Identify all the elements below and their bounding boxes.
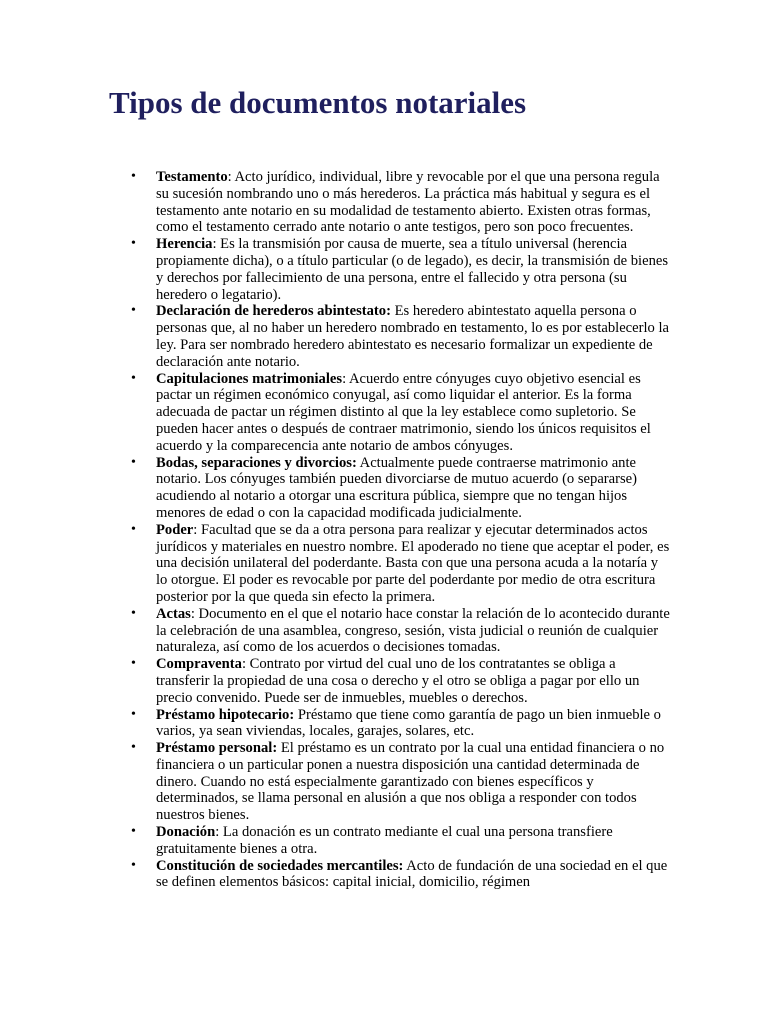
item-text: : Facultad que se da a otra persona para realizar y ejecutar determinados actos jurídicos y materiales en nuestro nombre. El apoderado no tiene que aceptar el poder, es una decisión unilateral del poderdante. Basta con que una persona acuda a la notaría y lo otorgue. El poder es revocable por parte del poderdante por medio de otra escritura posterior por la que queda sin efecto la primera. bbox=[156, 521, 670, 605]
item-term: Poder bbox=[156, 521, 194, 538]
list-item-donacion bbox=[0, 824, 672, 858]
item-term: Declaración de herederos abintestato: bbox=[156, 303, 391, 320]
item-text: : Es la transmisión por causa de muerte, sea a título universal (herencia propiamente dicha), o a título particular (o de legado), es decir, la transmisión de bienes y derechos por fallecimiento de una persona, entre el fallecido y otra persona (su heredero o legatario). bbox=[156, 236, 669, 303]
page-title: Tipos de documentos notariales bbox=[109, 85, 527, 120]
list-item-capitulaciones bbox=[0, 371, 672, 455]
item-text: : Contrato por virtud del cual uno de los contratantes se obliga a transferir la propiedad de una cosa o derecho y el otro se obliga a pagar por ello un precio convenido. Puede ser de inmuebles, muebles o derechos. bbox=[156, 656, 640, 706]
list-item-bodas bbox=[0, 455, 672, 522]
item-text: Préstamo que tiene como garantía de pago un bien inmueble o varios, ya sean viviendas, locales, garajes, solares, etc. bbox=[156, 706, 661, 740]
item-text: Es heredero abintestato aquella persona o personas que, al no haber un heredero nombrado en testamento, lo es por establecerlo la ley. Para ser nombrado heredero abintestato es necesario formalizar un expediente de declaración ante notario. bbox=[156, 303, 670, 370]
item-text: El préstamo es un contrato por la cual una entidad financiera o no financiera o un particular ponen a nuestra disposición una cantidad determinada de dinero. Cuando no está especialmente garantizado con bienes específicos y determinados, se llama personal en alusión a que nos obliga a responder con todos nuestros bienes. bbox=[156, 740, 665, 824]
bullet-icon: • bbox=[131, 605, 136, 621]
list-item-testamento bbox=[0, 169, 672, 236]
bullet-icon: • bbox=[131, 454, 136, 470]
item-term: Testamento bbox=[156, 169, 228, 185]
bullet-icon: • bbox=[131, 656, 136, 672]
list-item-actas bbox=[0, 606, 672, 656]
list-item-prestamo-personal bbox=[0, 740, 672, 824]
bullet-icon: • bbox=[131, 236, 136, 252]
item-term: Préstamo hipotecario: bbox=[156, 706, 295, 723]
bullet-icon: • bbox=[131, 370, 136, 386]
list-item-declaracion-herederos bbox=[0, 303, 672, 370]
item-text: : Documento en el que el notario hace constar la relación de lo acontecido durante la celebración de una asamblea, congreso, sesión, vista judicial o reunión de cualquier naturaleza, así como de los acuerdos o decisiones tomadas. bbox=[156, 605, 670, 656]
item-term: Bodas, separaciones y divorcios: bbox=[156, 454, 357, 471]
bullet-icon: • bbox=[131, 824, 136, 840]
bullet-icon: • bbox=[131, 521, 136, 537]
list-item-herencia bbox=[0, 236, 672, 303]
item-text: : Acuerdo entre cónyuges cuyo objetivo esencial es pactar un régimen económico conyugal, así como liquidar el anterior. Es la forma adecuada de pactar un régimen distinto al que la ley establece como supletorio. Se pueden hacer antes o después de contraer matrimonio, siendo los únicos requisitos el acuerdo y la comparecencia ante notario de ambos cónyuges. bbox=[156, 370, 651, 454]
item-term: Actas bbox=[156, 605, 191, 622]
item-term: Constitución de sociedades mercantiles: bbox=[156, 857, 404, 874]
item-term: Donación bbox=[156, 824, 216, 841]
bullet-icon: • bbox=[131, 857, 136, 873]
item-text: Acto de fundación de una sociedad en el que se definen elementos básicos: capital inicial, domicilio, régimen bbox=[156, 857, 668, 891]
item-term: Compraventa bbox=[156, 656, 242, 673]
bullet-icon: • bbox=[131, 169, 136, 184]
list-item-compraventa bbox=[0, 656, 672, 706]
document-types-list bbox=[0, 169, 768, 891]
item-term: Préstamo personal: bbox=[156, 740, 278, 757]
bullet-icon: • bbox=[131, 740, 136, 756]
item-term: Herencia bbox=[156, 236, 213, 253]
list-item-prestamo-hipotecario bbox=[0, 707, 672, 741]
item-text: : La donación es un contrato mediante el cual una persona transfiere gratuitamente bienes a otra. bbox=[156, 824, 613, 857]
list-item-constitucion-sociedades bbox=[0, 858, 672, 892]
item-text: Actualmente puede contraerse matrimonio ante notario. Los cónyuges también pueden divorciarse de mutuo acuerdo (o separarse) acudiendo al notario a otorgar una escritura pública, siempre que no tengan hijos menores de edad o con la capacidad modificada judicialmente. bbox=[156, 454, 638, 521]
list-item-poder bbox=[0, 522, 672, 606]
bullet-icon: • bbox=[131, 706, 136, 722]
bullet-icon: • bbox=[131, 303, 136, 319]
item-term: Capitulaciones matrimoniales bbox=[156, 370, 343, 387]
item-text: : Acto jurídico, individual, libre y revocable por el que una persona regula su sucesión nombrando uno o más herederos. La práctica más habitual y segura es el testamento ante notario en su modalidad de testamento abierto. Existen otras formas, como el testamento cerrado ante notario o ante testigos, pero son poco frecuentes. bbox=[156, 169, 660, 236]
